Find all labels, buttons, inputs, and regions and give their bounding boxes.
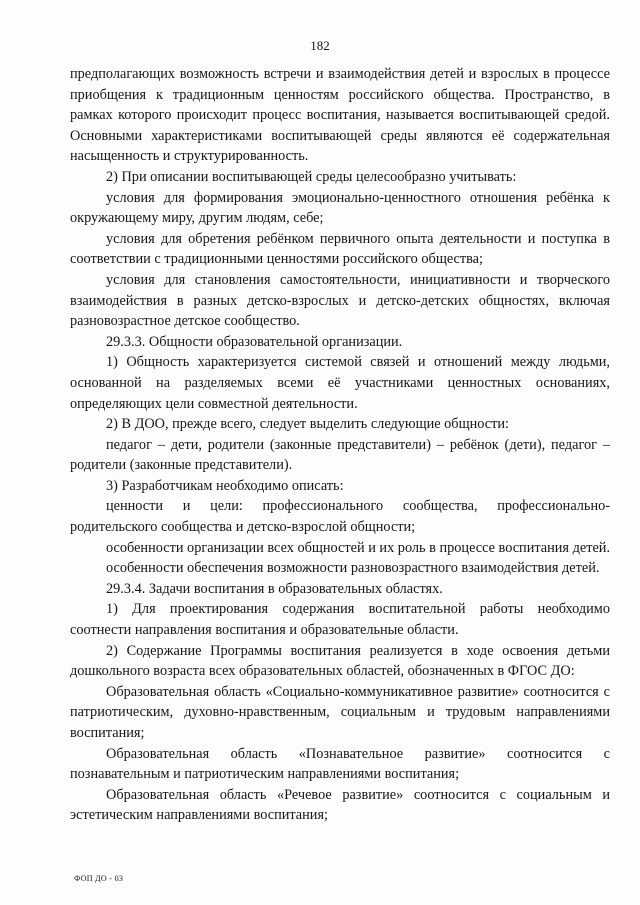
section-heading: 29.3.3. Общности образовательной организации. (106, 333, 403, 350)
paragraph: условия для формирования эмоционально-ценностного отношения ребёнка к окружающему миру, другим людям, себе; (70, 189, 610, 227)
paragraph: особенности организации всех общностей и их роль в процессе воспитания детей. (106, 539, 611, 556)
paragraph: предполагающих возможность встречи и взаимодействия детей и взрослых в процессе приобщения к традиционным ценностям российского общества. Пространство, в рамках которого происходит процесс воспитания, называется воспитывающей средой. Основными характеристиками воспитывающей среды являются её содержательная насыщенность и структурированность. (70, 66, 610, 165)
paragraph: условия для обретения ребёнком первичного опыта деятельности и поступка в соответствии с традиционными ценностями российского общества; (70, 230, 610, 268)
paragraph: 1) Для проектирования содержания воспитательной работы необходимо соотнести направления воспитания и образовательные области. (70, 601, 610, 639)
paragraph: 2) Содержание Программы воспитания реализуется в ходе освоения детьми дошкольного возраста всех образовательных областей, обозначенных в ФГОС ДО: (70, 642, 610, 680)
paragraph: педагог – дети, родители (законные представители) – ребёнок (дети), педагог – родители (законные представители). (70, 436, 610, 474)
page-number: 182 (310, 38, 330, 53)
paragraph: 2) В ДОО, прежде всего, следует выделить следующие общности: (106, 416, 509, 433)
footer-code: ФОП ДО - 03 (74, 874, 124, 883)
section-heading: 29.3.4. Задачи воспитания в образовательных областях. (106, 580, 443, 597)
paragraph: 2) При описании воспитывающей среды целесообразно учитывать: (106, 168, 517, 185)
paragraph: 3) Разработчикам необходимо описать: (106, 477, 344, 494)
paragraph: 1) Общность характеризуется системой связей и отношений между людьми, основанной на разделяемых всеми её участниками ценностных основаниях, определяющих цели совместной деятельности. (70, 354, 610, 412)
paragraph: Образовательная область «Познавательное развитие» соотносится с познавательным и патриотическим направлениями воспитания; (70, 745, 610, 783)
paragraph: Образовательная область «Социально-коммуникативное развитие» соотносится с патриотическим, духовно-нравственным, социальным и трудовым направлениями воспитания; (70, 683, 610, 741)
paragraph: Образовательная область «Речевое развитие» соотносится с социальным и эстетическим направлениями воспитания; (70, 786, 610, 824)
body-text (70, 64, 610, 826)
paragraph: особенности обеспечения возможности разновозрастного взаимодействия детей. (106, 560, 600, 577)
paragraph: ценности и цели: профессионального сообщества, профессионально-родительского сообщества и детско-взрослой общности; (70, 498, 610, 536)
paragraph: условия для становления самостоятельности, инициативности и творческого взаимодействия в разных детско-взрослых и детско-детских общностях, включая разновозрастное детское сообщество. (70, 271, 610, 330)
